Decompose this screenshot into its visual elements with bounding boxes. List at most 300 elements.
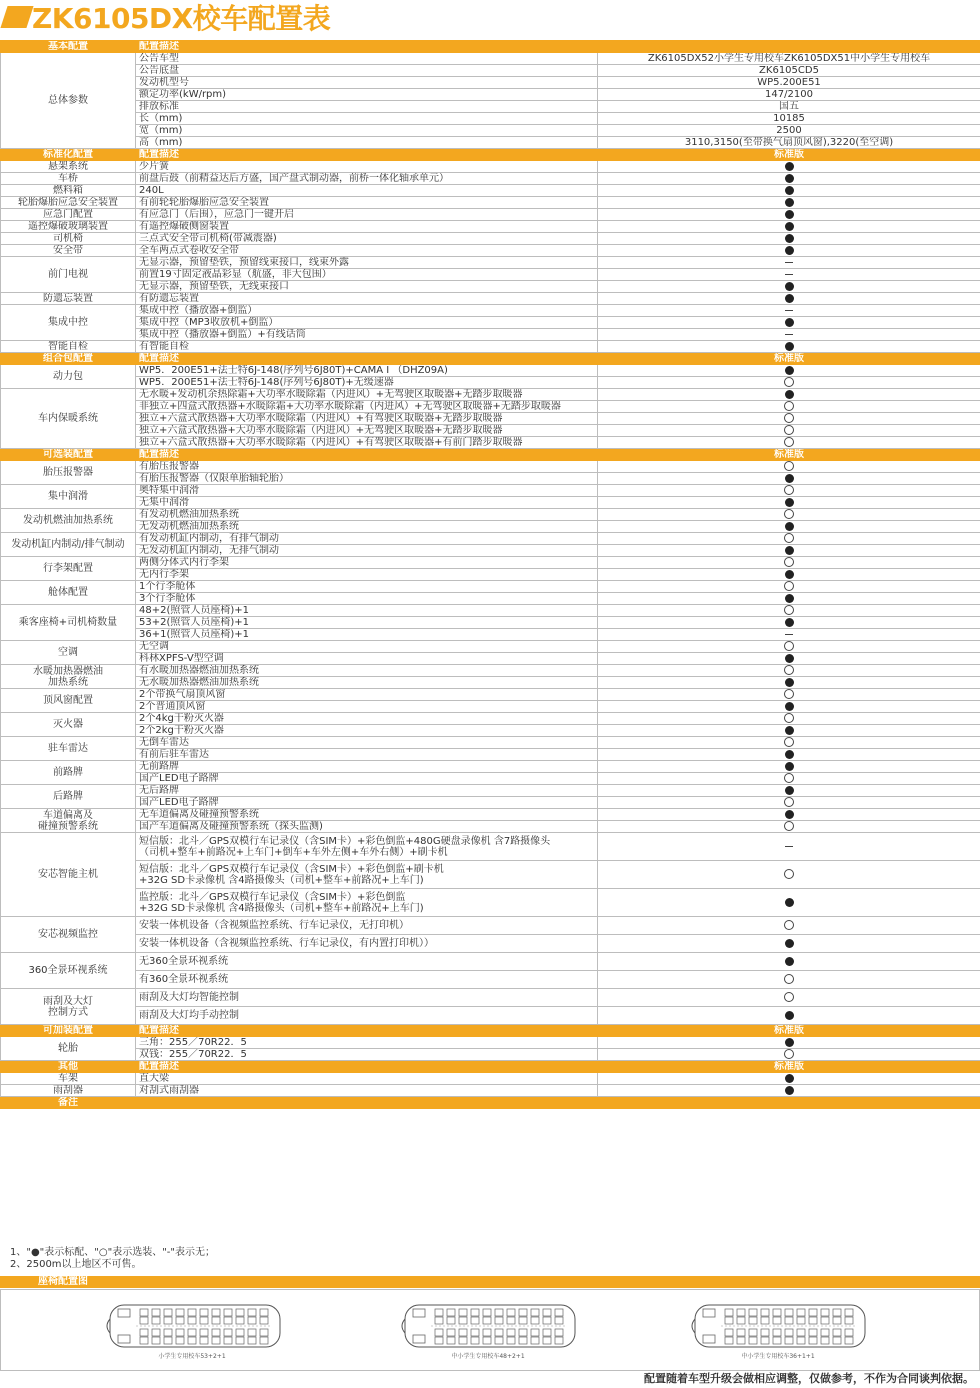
row-desc: 有胎压报警器 [136,461,598,473]
section-header [1,149,980,161]
section-desc-header: 配置描述 [136,449,598,461]
row-desc: 雨刮及大灯均智能控制 [136,989,598,1007]
section-header [1,1025,980,1037]
row-desc: 2个2kg干粉灭火器 [136,725,598,737]
row-desc: 集成中控（播放器+倒监） [136,305,598,317]
row-value [598,305,980,317]
row-desc: 无集中润滑 [136,497,598,509]
section-desc-header: 配置描述 [136,1025,598,1037]
row-desc: 无倒车雷达 [136,737,598,749]
standard-dot-icon [785,318,794,327]
row-value [598,569,980,581]
table-row [1,917,980,935]
row-desc: 36+1(照管人员座椅)+1 [136,629,598,641]
none-dash-icon [785,310,793,311]
table-row [1,257,980,269]
optional-circle-icon [784,509,794,519]
row-value [598,653,980,665]
row-value [598,737,980,749]
table-row [1,245,980,257]
table-row [1,89,980,101]
row-value [598,581,980,593]
section-name: 可加装配置 [1,1025,136,1037]
optional-circle-icon [784,821,794,831]
table-row [1,293,980,305]
row-value: 147/2100 [598,89,980,101]
table-row [1,1007,980,1025]
row-desc: 短信版：北斗／GPS双模行车记录仪（含SIM卡）+彩色倒监+刷卡机 +32G SD卡录像机 含4路摄像头（司机+整车+前路况+上车门) [136,861,598,889]
standard-dot-icon [785,957,794,966]
table-row [1,365,980,377]
row-value [598,161,980,173]
standard-dot-icon [785,939,794,948]
table-row [1,725,980,737]
table-row [1,269,980,281]
none-dash-icon [785,274,793,275]
standard-dot-icon [785,546,794,555]
row-value [598,1049,980,1061]
row-label: 胎压报警器 [1,461,136,485]
row-desc: 无车道偏离及碰撞预警系统 [136,809,598,821]
row-label: 轮胎爆胎应急安全装置 [1,197,136,209]
table-row [1,971,980,989]
row-value: 国五 [598,101,980,113]
row-value [598,365,980,377]
table-row [1,773,980,785]
standard-dot-icon [785,1011,794,1020]
row-label: 应急门配置 [1,209,136,221]
standard-dot-icon [785,702,794,711]
table-row [1,713,980,725]
row-desc: 额定功率(kW/rpm) [136,89,598,101]
row-value [598,797,980,809]
row-value [598,629,980,641]
standard-dot-icon [785,498,794,507]
optional-circle-icon [784,689,794,699]
table-row [1,557,980,569]
standard-dot-icon [785,618,794,627]
table-row [1,593,980,605]
none-dash-icon [785,262,793,263]
table-row [1,989,980,1007]
row-label: 悬架系统 [1,161,136,173]
row-value: ZK6105CD5 [598,65,980,77]
table-row [1,833,980,861]
row-value [598,773,980,785]
optional-circle-icon [784,920,794,930]
row-label: 安芯智能主机 [1,833,136,917]
standard-dot-icon [785,786,794,795]
table-row [1,113,980,125]
row-value [598,245,980,257]
row-value [598,989,980,1007]
row-desc: 有水暖加热器燃油加热系统 [136,665,598,677]
table-row [1,101,980,113]
row-value [598,617,980,629]
row-value [598,497,980,509]
row-desc: 高（mm) [136,137,598,149]
row-value [598,953,980,971]
table-row [1,821,980,833]
row-value [598,809,980,821]
row-value [598,1037,980,1049]
row-value [598,605,980,617]
table-row [1,53,980,65]
standard-dot-icon [785,810,794,819]
section-desc-header: 配置描述 [136,1061,598,1073]
standard-dot-icon [785,1074,794,1083]
row-value [598,281,980,293]
optional-circle-icon [784,665,794,675]
table-row [1,1073,980,1085]
standard-dot-icon [785,366,794,375]
row-desc: 有胎压报警器（仅限单胎轴轮胎） [136,473,598,485]
row-value [598,269,980,281]
standard-dot-icon [785,282,794,291]
row-value: 2500 [598,125,980,137]
table-row [1,797,980,809]
bus-layout-36-icon [685,1303,870,1349]
section-header [1,1097,980,1109]
optional-circle-icon [784,557,794,567]
row-desc: 无水暖加热器燃油加热系统 [136,677,598,689]
row-label: 车架 [1,1073,136,1085]
row-value [598,665,980,677]
row-desc: 无水暖+发动机余热除霜+大功率水暖除霜（内进风）+无驾驶区取暖器+无踏步取暖器 [136,389,598,401]
section-desc-header: 配置描述 [136,149,598,161]
row-desc: 有前后驻车雷达 [136,749,598,761]
row-value [598,461,980,473]
row-desc: 独立+六盒式散热器+大功率水暖除霜（内进风）+有驾驶区取暖器+无踏步取暖器 [136,413,598,425]
row-desc: 对刮式雨刮器 [136,1085,598,1097]
table-row [1,521,980,533]
row-label: 舱体配置 [1,581,136,605]
row-desc: 3个行李舱体 [136,593,598,605]
optional-circle-icon [784,437,794,447]
row-desc: 国产LED电子路牌 [136,773,598,785]
table-row [1,317,980,329]
standard-dot-icon [785,1086,794,1095]
bus-caption-1: 小学生专用校车53+2+1 [158,1353,226,1360]
optional-circle-icon [784,737,794,747]
standard-dot-icon [785,222,794,231]
row-value [598,833,980,861]
standard-dot-icon [785,594,794,603]
row-desc: 安装一体机设备（含视频监控系统、行车记录仪，有内置打印机）） [136,935,598,953]
bus-layout-53-icon [100,1303,285,1349]
row-value [598,509,980,521]
title-accent-bar [0,6,33,28]
row-value: WP5.200E51 [598,77,980,89]
optional-circle-icon [784,605,794,615]
row-value [598,593,980,605]
table-row [1,65,980,77]
row-desc: 奥特集中润滑 [136,485,598,497]
row-desc: 雨刮及大灯均手动控制 [136,1007,598,1025]
row-value [598,377,980,389]
optional-circle-icon [784,533,794,543]
row-label: 驻车雷达 [1,737,136,761]
section-name: 其他 [1,1061,136,1073]
none-dash-icon [785,846,793,847]
table-row [1,341,980,353]
row-desc: 240L [136,185,598,197]
standard-dot-icon [785,654,794,663]
row-value: 3110,3150(至带换气扇顶风窗),3220(至空调) [598,137,980,149]
standard-dot-icon [785,726,794,735]
section-name: 基本配置 [1,41,136,53]
row-value [598,401,980,413]
row-desc: 三角：255／70R22．5 [136,1037,598,1049]
row-value [598,917,980,935]
section-header [1,41,980,53]
row-desc: 监控版：北斗／GPS双模行车记录仪（含SIM卡）+彩色倒监 +32G SD卡录像机 含4路摄像头（司机+整车+前路况+上车门) [136,889,598,917]
section-name: 标准化配置 [1,149,136,161]
optional-circle-icon [784,377,794,387]
row-value [598,935,980,953]
row-desc: 有应急门（后围），应急门一键开启 [136,209,598,221]
seat-layout-title: 座椅配置图 [38,1276,88,1287]
standard-dot-icon [785,1038,794,1047]
row-label: 空调 [1,641,136,665]
standard-dot-icon [785,246,794,255]
section-std-header: 标准版 [598,1061,980,1073]
optional-circle-icon [784,485,794,495]
row-label: 发动机燃油加热系统 [1,509,136,533]
row-label: 车道偏离及 碰撞预警系统 [1,809,136,833]
row-value: 10185 [598,113,980,125]
row-desc: 少片簧 [136,161,598,173]
row-desc: 有遥控爆破侧窗装置 [136,221,598,233]
row-desc: 前置19寸固定液晶彩显（航盛，非大包围） [136,269,598,281]
notes [0,1247,980,1271]
table-row [1,173,980,185]
row-label: 轮胎 [1,1037,136,1061]
row-desc: 两侧分体式内行李架 [136,557,598,569]
row-value [598,317,980,329]
standard-dot-icon [785,174,794,183]
table-row [1,889,980,917]
bus-layout-48-icon [395,1303,580,1349]
row-label: 顶风窗配置 [1,689,136,713]
row-label: 总体参数 [1,53,136,149]
standard-dot-icon [785,898,794,907]
standard-dot-icon [785,198,794,207]
table-row [1,953,980,971]
note-1: 1、"●"表示标配、"○"表示选装、"-"表示无； [10,1247,216,1258]
standard-dot-icon [785,342,794,351]
row-desc: 三点式安全带司机椅(带减震器) [136,233,598,245]
table-row [1,545,980,557]
row-value [598,701,980,713]
table-row [1,401,980,413]
row-desc: 有发动机缸内制动，有排气制动 [136,533,598,545]
row-label: 360全景环视系统 [1,953,136,989]
row-label: 集成中控 [1,305,136,341]
seat-layout-header [0,1276,980,1288]
row-desc: 非独立+四盒式散热器+水暖除霜+大功率水暖除霜（内进风）+无驾驶区取暖器+无踏步取暖器 [136,401,598,413]
table-row [1,497,980,509]
row-desc: 国产车道偏离及碰撞预警系统（探头监测) [136,821,598,833]
title-text: ZK6105DX校车配置表 [32,2,331,35]
section-std-header: 标准版 [598,149,980,161]
row-label: 雨刮及大灯 控制方式 [1,989,136,1025]
row-desc: 无发动机燃油加热系统 [136,521,598,533]
optional-circle-icon [784,1049,794,1059]
row-label: 燃料箱 [1,185,136,197]
section-desc-header [136,1097,598,1109]
row-label: 前路牌 [1,761,136,785]
row-value [598,329,980,341]
row-label: 车内保暖系统 [1,389,136,449]
table-row [1,809,980,821]
row-label: 行李架配置 [1,557,136,581]
section-header [1,353,980,365]
row-label: 灭火器 [1,713,136,737]
row-value [598,473,980,485]
row-value [598,197,980,209]
table-row [1,209,980,221]
row-desc: 无内行李架 [136,569,598,581]
row-value [598,233,980,245]
row-value [598,641,980,653]
row-desc: 无后路牌 [136,785,598,797]
row-value [598,821,980,833]
optional-circle-icon [784,713,794,723]
row-value [598,425,980,437]
table-row [1,749,980,761]
table-row [1,785,980,797]
section-desc-header: 配置描述 [136,353,598,365]
row-value [598,545,980,557]
optional-circle-icon [784,425,794,435]
section-std-header [598,1097,980,1109]
optional-circle-icon [784,974,794,984]
row-value [598,557,980,569]
table-row [1,569,980,581]
row-desc: 2个4kg干粉灭火器 [136,713,598,725]
row-value [598,677,980,689]
row-label: 后路牌 [1,785,136,809]
row-desc: 直大梁 [136,1073,598,1085]
section-std-header: 标准版 [598,353,980,365]
row-label: 遥控爆破玻璃装置 [1,221,136,233]
row-desc: 无前路牌 [136,761,598,773]
row-value [598,1073,980,1085]
table-row [1,305,980,317]
section-name: 备注 [1,1097,136,1109]
row-desc: 公告车型 [136,53,598,65]
table-row [1,665,980,677]
row-desc: 排放标准 [136,101,598,113]
row-desc: 独立+六盒式散热器+大功率水暖除霜（内进风）+有驾驶区取暖器+有前门踏步取暖器 [136,437,598,449]
table-row [1,605,980,617]
section-name: 可选装配置 [1,449,136,461]
row-desc: 无发动机缸内制动，无排气制动 [136,545,598,557]
row-label: 前门电视 [1,257,136,293]
standard-dot-icon [785,294,794,303]
page-title [0,0,330,34]
row-label: 安芯视频监控 [1,917,136,953]
row-value [598,725,980,737]
section-std-header [598,41,980,53]
standard-dot-icon [785,678,794,687]
table-row [1,125,980,137]
row-value [598,413,980,425]
row-desc: 2个普通顶风窗 [136,701,598,713]
row-value [598,293,980,305]
standard-dot-icon [785,762,794,771]
table-row [1,1085,980,1097]
row-value [598,889,980,917]
row-value [598,713,980,725]
table-row [1,653,980,665]
table-row [1,161,980,173]
row-label: 动力包 [1,365,136,389]
row-label: 安全带 [1,245,136,257]
none-dash-icon [785,334,793,335]
row-label: 集中润滑 [1,485,136,509]
row-desc: 全车两点式卷收安全带 [136,245,598,257]
row-desc: 公告底盘 [136,65,598,77]
table-row [1,509,980,521]
row-desc: 宽（mm) [136,125,598,137]
table-row [1,437,980,449]
section-name: 组合包配置 [1,353,136,365]
row-value [598,437,980,449]
table-row [1,617,980,629]
optional-circle-icon [784,413,794,423]
table-row [1,861,980,889]
table-row [1,413,980,425]
row-desc: 集成中控（MP3收放机+倒监） [136,317,598,329]
row-label: 发动机缸内制动/排气制动 [1,533,136,557]
table-row [1,533,980,545]
row-value [598,533,980,545]
row-value [598,173,980,185]
table-row [1,1037,980,1049]
table-row [1,1049,980,1061]
standard-dot-icon [785,750,794,759]
optional-circle-icon [784,797,794,807]
row-desc: 有前轮轮胎爆胎应急安全装置 [136,197,598,209]
row-value [598,785,980,797]
row-desc: WP5．200E51+法士特6J-148(序列号6J80T)+CAMA I （DHZ09A) [136,365,598,377]
section-header [1,449,980,461]
row-label: 司机椅 [1,233,136,245]
row-desc: 发动机型号 [136,77,598,89]
row-value [598,1085,980,1097]
row-desc: 科林XPFS-V型空调 [136,653,598,665]
row-desc: 长（mm) [136,113,598,125]
row-value [598,389,980,401]
row-desc: 有防遗忘装置 [136,293,598,305]
row-label: 水暖加热器燃油 加热系统 [1,665,136,689]
table-row [1,389,980,401]
section-std-header: 标准版 [598,1025,980,1037]
row-desc: 独立+六盒式散热器+大功率水暖除霜（内进风）+无驾驶区取暖器+无踏步取暖器 [136,425,598,437]
row-value [598,257,980,269]
section-desc-header: 配置描述 [136,41,598,53]
row-value [598,761,980,773]
table-row [1,641,980,653]
table-row [1,137,980,149]
row-desc: 集成中控（播放器+倒监）+有线话筒 [136,329,598,341]
row-desc: 无显示器，预留垫铁，无线束接口 [136,281,598,293]
table-row [1,221,980,233]
table-row [1,935,980,953]
table-row [1,701,980,713]
